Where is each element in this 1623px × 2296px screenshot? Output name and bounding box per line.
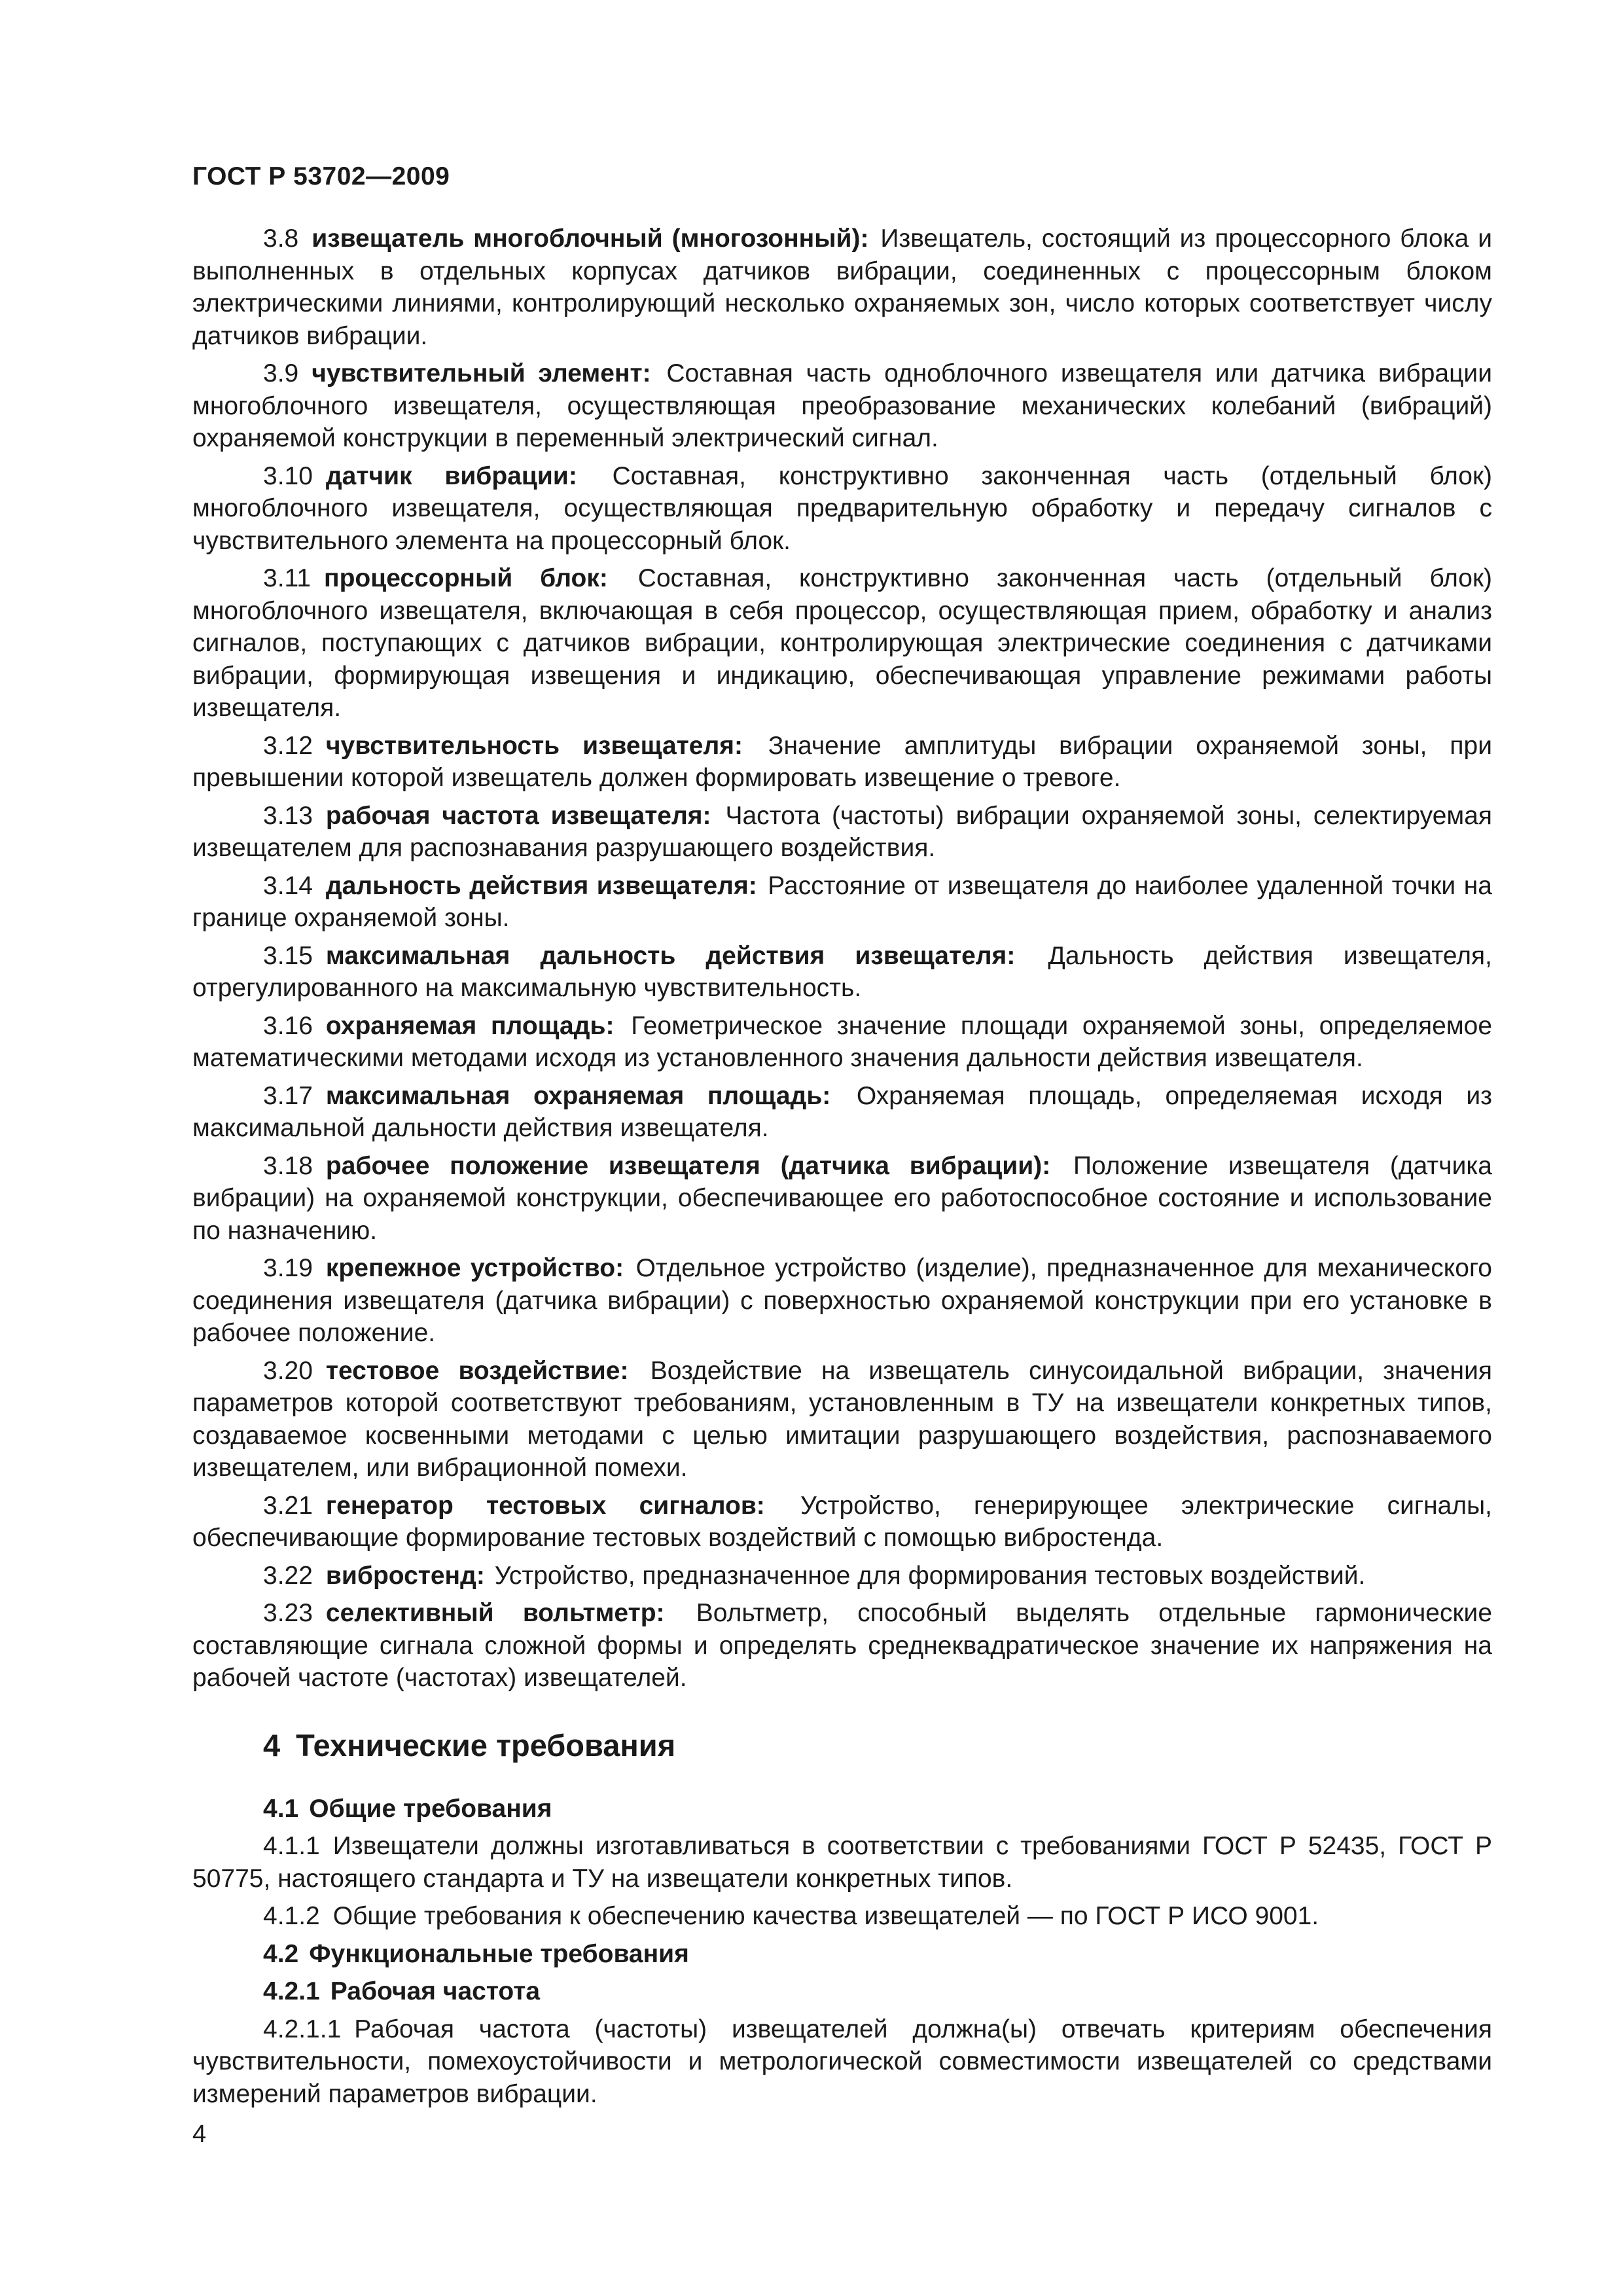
document-body: [192, 223, 1492, 2115]
definition-number: 3.10: [263, 461, 313, 490]
subsection-number: 4.2.1: [263, 1977, 320, 2005]
paragraph-4-1-2: [192, 1900, 1492, 1933]
definition-text: Составная, конструктивно законченная часть (отдельный блок) многоблочного извещателя, включающая в себя процессор, осуществляющая прием, обработку и анализ сигналов, поступающих с датчиков вибрации, контролирующая электрические соединения с датчиками вибрации, формирующая извещения и индикацию, обеспечивающая управление режимами работы извещателя.: [192, 564, 1493, 722]
definition-text: Геометрическое значение площади охраняемой зоны, определяемое математическими методами исходя из установленного значения дальности действия извещателя.: [192, 1011, 1493, 1072]
definition-number: 3.9: [263, 359, 299, 387]
definition-number: 3.21: [263, 1491, 313, 1520]
subsection-number: 4.1: [263, 1794, 299, 1823]
definition-term: максимальная дальность действия извещателя:: [325, 941, 1016, 970]
section-4-heading: [263, 1726, 1492, 1765]
definition-item: [192, 357, 1492, 455]
definition-text: Устройство, генерирующее электрические сигналы, обеспечивающие формирование тестовых воздействий с помощью вибростенда.: [192, 1491, 1492, 1552]
definition-text: Расстояние от извещателя до наиболее удаленной точки на границе охраняемой зоны.: [192, 871, 1492, 932]
definition-text: Охраняемая площадь, определяемая исходя из максимальной дальности действия извещателя.: [192, 1081, 1492, 1142]
paragraph-text: Рабочая частота (частоты) извещателей должна(ы) отвечать критериям обеспечения чувствительности, помехоустойчивости и метрологической совместимости извещателей со средствами измерений параметров вибрации.: [192, 2015, 1492, 2108]
paragraph-4-1-1: [192, 1830, 1492, 1895]
definition-item: [192, 870, 1492, 935]
definition-item: [192, 1080, 1492, 1145]
definition-item: [192, 460, 1492, 558]
document-header: ГОСТ Р 53702—2009: [192, 162, 450, 190]
subsection-number: 4.2: [263, 1939, 299, 1968]
definition-item: [192, 730, 1492, 795]
definition-number: 3.8: [263, 224, 299, 253]
definition-item: [192, 562, 1492, 725]
definition-text: Составная часть одноблочного извещателя или датчика вибрации многоблочного извещателя, осуществляющая преобразование механических колебаний (вибраций) охраняемой конструкции в переменный электрический сигнал.: [192, 359, 1492, 452]
paragraph-number: 4.1.2: [263, 1902, 320, 1930]
definition-term: генератор тестовых сигналов:: [325, 1491, 765, 1520]
definition-number: 3.17: [263, 1081, 313, 1110]
page-number: 4: [192, 2121, 207, 2148]
definition-number: 3.11: [263, 564, 312, 592]
definition-term: процессорный блок:: [324, 564, 608, 592]
subsection-title: Рабочая частота: [330, 1977, 541, 2005]
subsection-4-1-heading: [192, 1793, 1492, 1825]
definition-term: рабочая частота извещателя:: [325, 801, 711, 830]
section-title: Технические требования: [296, 1727, 676, 1763]
definition-term: извещатель многоблочный (многозонный):: [312, 224, 869, 253]
paragraph-text: Общие требования к обеспечению качества извещателей — по ГОСТ Р ИСО 9001.: [332, 1902, 1319, 1930]
definition-term: дальность действия извещателя:: [325, 871, 757, 900]
definition-number: 3.19: [263, 1254, 313, 1282]
subsection-4-2-1-heading: [192, 1975, 1492, 2008]
definition-term: чувствительный элемент:: [312, 359, 651, 387]
definition-text: Составная, конструктивно законченная часть (отдельный блок) многоблочного извещателя, осуществляющая предварительную обработку и передачу сигналов с чувствительного элемента на процессорный блок.: [192, 461, 1493, 555]
definition-number: 3.12: [263, 731, 313, 760]
definition-text: Значение амплитуды вибрации охраняемой зоны, при превышении которой извещатель должен формировать извещение о тревоге.: [192, 731, 1492, 792]
definition-text: Устройство, предназначенное для формирования тестовых воздействий.: [494, 1561, 1366, 1590]
definition-term: охраняемая площадь:: [325, 1011, 615, 1040]
definition-number: 3.13: [263, 801, 313, 830]
definition-term: тестовое воздействие:: [325, 1356, 629, 1385]
definition-text: Частота (частоты) вибрации охраняемой зоны, селектируемая извещателем для распознавания разрушающего воздействия.: [192, 801, 1493, 862]
definition-term: датчик вибрации:: [325, 461, 577, 490]
definition-number: 3.16: [263, 1011, 313, 1040]
definition-term: чувствительность извещателя:: [325, 731, 743, 760]
paragraph-number: 4.2.1.1: [263, 2015, 342, 2043]
section-number: 4: [263, 1727, 281, 1763]
definition-text: Дальность действия извещателя, отрегулированного на максимальную чувствительность.: [192, 941, 1493, 1002]
definition-number: 3.23: [263, 1599, 313, 1627]
subsection-title: Функциональные требования: [309, 1939, 689, 1968]
definition-item: [192, 1252, 1492, 1350]
definition-text: Воздействие на извещатель синусоидальной вибрации, значения параметров которой соответствуют требованиям, установленным в ТУ на извещатели конкретных типов, создаваемое косвенными методами с целью имитации разрушающего воздействия, распознаваемого извещателем, или вибрационной помехи.: [192, 1356, 1492, 1482]
definition-item: [192, 800, 1492, 865]
subsection-4-2-heading: [192, 1938, 1492, 1971]
definition-term: максимальная охраняемая площадь:: [325, 1081, 831, 1110]
definition-text: Отдельное устройство (изделие), предназначенное для механического соединения извещателя (датчика вибрации) с поверхностью охраняемой конструкции при его установке в рабочее положение.: [192, 1254, 1492, 1347]
definition-term: селективный вольтметр:: [325, 1599, 665, 1627]
definition-text: Извещатель, состоящий из процессорного блока и выполненных в отдельных корпусах датчиков вибрации, соединенных с процессорным блоком электрическими линиями, контролирующий несколько охраняемых зон, число которых соответствует числу датчиков вибрации.: [192, 224, 1493, 350]
paragraph-4-2-1-1: [192, 2013, 1492, 2111]
paragraph-text: Извещатели должны изготавливаться в соответствии с требованиями ГОСТ Р 52435, ГОСТ Р 50775, настоящего стандарта и ТУ на извещатели конкретных типов.: [192, 1832, 1492, 1893]
definition-item: [192, 1490, 1492, 1554]
definition-item: [192, 1150, 1492, 1247]
definition-item: [192, 1355, 1492, 1484]
definition-item: [192, 1597, 1492, 1695]
definition-item: [192, 1010, 1492, 1075]
definition-term: крепежное устройство:: [325, 1254, 624, 1282]
definition-item: [192, 1560, 1492, 1592]
definition-item: [192, 940, 1492, 1005]
definition-term: вибростенд:: [325, 1561, 485, 1590]
paragraph-number: 4.1.1: [263, 1832, 320, 1860]
subsection-title: Общие требования: [309, 1794, 552, 1823]
definition-text: Вольтметр, способный выделять отдельные гармонические составляющие сигнала сложной формы и определять среднеквадратическое значение их напряжения на рабочей частоте (частотах) извещателей.: [192, 1599, 1493, 1692]
definition-number: 3.18: [263, 1151, 313, 1180]
definition-item: [192, 223, 1492, 352]
definition-number: 3.14: [263, 871, 313, 900]
definition-number: 3.22: [263, 1561, 313, 1590]
definitions-list: [192, 223, 1492, 1695]
definition-number: 3.15: [263, 941, 313, 970]
definition-number: 3.20: [263, 1356, 313, 1385]
definition-term: рабочее положение извещателя (датчика вибрации):: [325, 1151, 1051, 1180]
definition-text: Положение извещателя (датчика вибрации) на охраняемой конструкции, обеспечивающее его работоспособное состояние и использование по назначению.: [192, 1151, 1492, 1245]
